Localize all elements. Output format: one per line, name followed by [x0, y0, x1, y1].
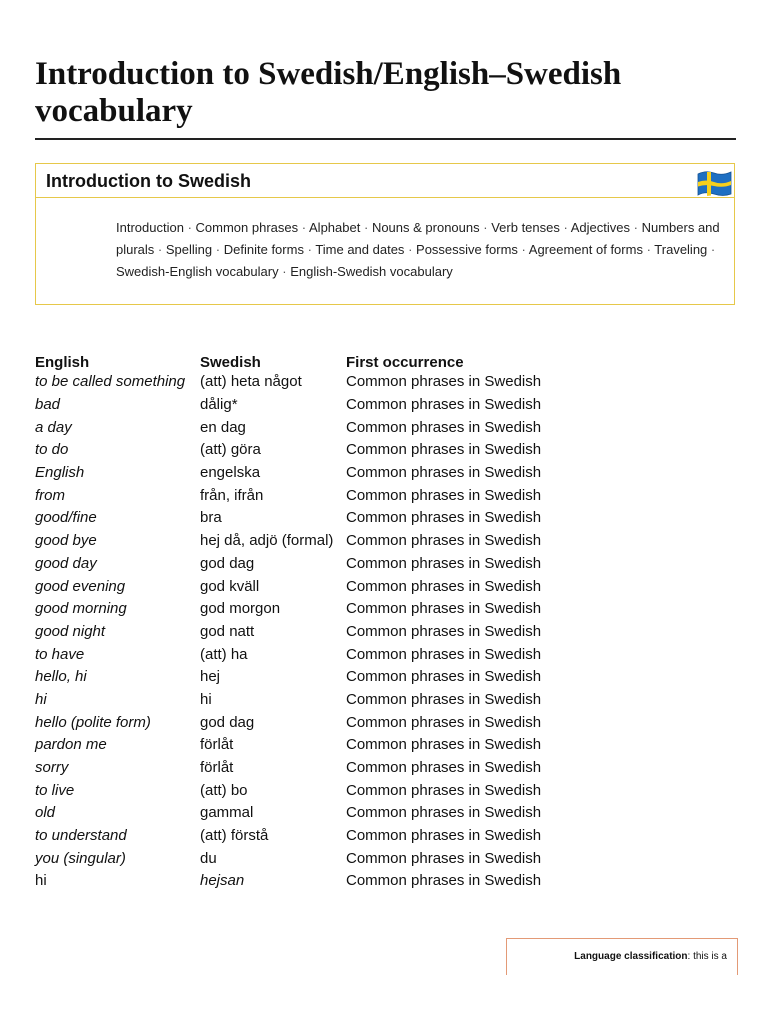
table-row [35, 394, 566, 417]
link-separator: · [563, 220, 568, 235]
swedish-term: (att) ha [200, 645, 248, 663]
language-classification-body: : this is a [687, 951, 727, 962]
first-occurrence[interactable]: Common phrases in Swedish [346, 577, 542, 595]
english-term: hello, hi [35, 668, 87, 686]
english-term: good/fine [35, 509, 97, 527]
first-occurrence[interactable]: Common phrases in Swedish [346, 486, 542, 504]
first-occurrence[interactable]: Common phrases in Swedish [346, 872, 542, 890]
first-occurrence[interactable]: Common phrases in Swedish [346, 418, 542, 436]
link-separator: · [157, 242, 163, 257]
column-header-swedish: Swedish [200, 354, 261, 371]
navbox-link[interactable]: Spelling [165, 242, 213, 257]
swedish-term: (att) bo [200, 781, 248, 799]
first-occurrence[interactable]: Common phrases in Swedish [346, 441, 542, 459]
first-occurrence[interactable]: Common phrases in Swedish [346, 827, 542, 845]
english-term: sorry [35, 759, 69, 777]
navbox-link[interactable]: Verb tenses [491, 220, 560, 235]
english-term: to have [35, 645, 85, 663]
table-row [35, 484, 566, 507]
link-separator: · [521, 242, 526, 257]
navbox-link[interactable]: Possessive forms [416, 242, 518, 257]
link-separator: · [363, 220, 369, 235]
first-occurrence[interactable]: Common phrases in Swedish [346, 509, 542, 527]
swedish-term: (att) förstå [200, 827, 269, 845]
link-separator: · [307, 242, 312, 257]
english-term: English [35, 464, 85, 482]
table-row [35, 870, 566, 893]
english-term: bad [35, 396, 61, 414]
first-occurrence[interactable]: Common phrases in Swedish [346, 464, 542, 482]
navbox-link[interactable]: Definite forms [223, 242, 304, 257]
table-row [35, 553, 566, 576]
table-row [35, 689, 566, 712]
table-row [35, 462, 566, 485]
table-row [35, 825, 566, 848]
swedish-term: dålig* [200, 396, 238, 414]
page-title: Introduction to Swedish/English–Swedish vocabulary [35, 56, 622, 129]
link-separator: · [633, 220, 638, 235]
first-occurrence[interactable]: Common phrases in Swedish [346, 554, 542, 572]
swedish-term: hejsan [200, 872, 245, 890]
language-classification-box [506, 938, 738, 975]
column-header-english: English [35, 354, 90, 371]
first-occurrence[interactable]: Common phrases in Swedish [346, 622, 542, 640]
language-classification-text [574, 951, 727, 962]
english-term: you (singular) [35, 849, 126, 867]
english-term: a day [35, 418, 72, 436]
swedish-term: förlåt [200, 759, 234, 777]
table-row [35, 371, 566, 394]
title-divider [35, 138, 736, 140]
swedish-term: från, ifrån [200, 486, 264, 504]
table-row [35, 643, 566, 666]
language-classification-label: Language classification [574, 951, 688, 962]
swedish-term: god natt [200, 622, 255, 640]
navbox-link[interactable]: English-Swedish vocabulary [290, 264, 453, 279]
navbox-link[interactable]: Swedish-English vocabulary [116, 264, 279, 279]
swedish-term: god dag [200, 713, 255, 731]
swedish-term: förlåt [200, 736, 234, 754]
swedish-term: gammal [200, 804, 254, 822]
first-occurrence[interactable]: Common phrases in Swedish [346, 690, 542, 708]
swedish-term: bra [200, 509, 222, 527]
navigation-box [35, 163, 735, 305]
link-separator: · [215, 242, 221, 257]
navbox-link[interactable]: Time and dates [315, 242, 405, 257]
table-row [35, 598, 566, 621]
english-term: good day [35, 554, 97, 572]
swedish-term: god dag [200, 554, 255, 572]
navbox-link-list [116, 217, 721, 283]
swedish-term: hej då, adjö (formal) [200, 532, 334, 550]
link-separator: · [301, 220, 307, 235]
navbox-header [36, 164, 734, 198]
first-occurrence[interactable]: Common phrases in Swedish [346, 645, 542, 663]
table-header-row [35, 348, 566, 371]
table-row [35, 439, 566, 462]
navbox-title[interactable]: Introduction to Swedish [46, 171, 251, 191]
swedish-term: en dag [200, 418, 246, 436]
english-term: from [35, 486, 65, 504]
link-separator: · [187, 220, 192, 235]
english-term: good morning [35, 600, 127, 618]
english-term: to live [35, 781, 75, 799]
english-term: pardon me [35, 736, 107, 754]
vocabulary-table [35, 348, 566, 893]
first-occurrence[interactable]: Common phrases in Swedish [346, 849, 542, 867]
first-occurrence[interactable]: Common phrases in Swedish [346, 532, 542, 550]
link-separator: · [710, 242, 716, 257]
sweden-flag-icon [696, 168, 733, 198]
english-term: to understand [35, 827, 127, 845]
table-row [35, 575, 566, 598]
navbox-link[interactable]: Numbers and plurals [116, 220, 720, 257]
navbox-link[interactable]: Traveling [654, 242, 708, 257]
english-term: good night [35, 622, 106, 640]
english-term: good bye [35, 532, 97, 550]
first-occurrence[interactable]: Common phrases in Swedish [346, 759, 542, 777]
swedish-term: god morgon [200, 600, 281, 618]
swedish-term: engelska [200, 464, 261, 482]
link-separator: · [483, 220, 488, 235]
table-row [35, 847, 566, 870]
first-occurrence[interactable]: Common phrases in Swedish [346, 373, 542, 391]
english-term: to do [35, 441, 69, 459]
navbox-link[interactable]: Alphabet [309, 220, 361, 235]
link-separator: · [408, 242, 413, 257]
table-row [35, 757, 566, 780]
column-header-first-occurrence: First occurrence [346, 354, 464, 371]
swedish-term: hi [200, 690, 212, 708]
english-term: hi [35, 690, 47, 708]
swedish-term: hej [200, 668, 221, 686]
swedish-term: du [200, 849, 217, 867]
navbox-link[interactable]: Agreement of forms [528, 242, 643, 257]
navbox-link[interactable]: Nouns & pronouns [371, 220, 480, 235]
table-row [35, 530, 566, 553]
first-occurrence[interactable]: Common phrases in Swedish [346, 600, 542, 618]
first-occurrence[interactable]: Common phrases in Swedish [346, 713, 542, 731]
english-term: hello (polite form) [35, 713, 151, 731]
english-term: old [35, 804, 56, 822]
link-separator: · [282, 264, 287, 279]
table-row [35, 507, 566, 530]
first-occurrence[interactable]: Common phrases in Swedish [346, 736, 542, 754]
table-row [35, 734, 566, 757]
navbox-link[interactable]: Adjectives [570, 220, 630, 235]
first-occurrence[interactable]: Common phrases in Swedish [346, 781, 542, 799]
english-term: hi [35, 872, 47, 890]
swedish-term: (att) göra [200, 441, 261, 459]
table-row [35, 621, 566, 644]
table-row [35, 779, 566, 802]
navbox-link[interactable]: Introduction [116, 220, 184, 235]
table-row [35, 711, 566, 734]
table-row [35, 416, 566, 439]
first-occurrence[interactable]: Common phrases in Swedish [346, 396, 542, 414]
first-occurrence[interactable]: Common phrases in Swedish [346, 804, 542, 822]
table-row [35, 666, 566, 689]
english-term: good evening [35, 577, 126, 595]
swedish-term: god kväll [200, 577, 260, 595]
first-occurrence[interactable]: Common phrases in Swedish [346, 668, 542, 686]
link-separator: · [646, 242, 651, 257]
table-row [35, 802, 566, 825]
swedish-term: (att) heta något [200, 373, 302, 391]
navbox-link[interactable]: Common phrases [195, 220, 299, 235]
english-term: to be called something [35, 373, 186, 391]
